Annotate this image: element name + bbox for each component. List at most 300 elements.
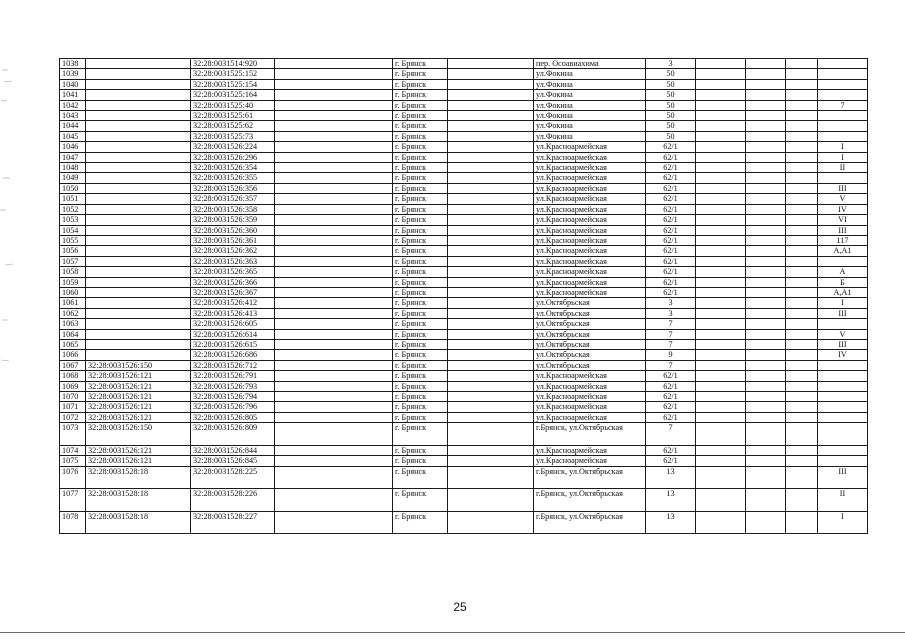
table-row bbox=[60, 466, 868, 489]
cell-premises: I bbox=[818, 142, 868, 152]
cell-blank bbox=[275, 163, 393, 173]
cell-number: 1078 bbox=[60, 511, 86, 534]
cell-premises bbox=[818, 381, 868, 391]
cell-premises: III bbox=[818, 339, 868, 349]
cell-blank bbox=[448, 163, 534, 173]
cell-cadastral-number: 32:28:0031514:920 bbox=[191, 59, 275, 69]
cell-blank bbox=[275, 225, 393, 235]
cell-house: 3 bbox=[646, 298, 696, 308]
cell-number: 1075 bbox=[60, 456, 86, 466]
cell-city: г. Брянск bbox=[393, 287, 448, 297]
cell-street: ул.Красноармейская bbox=[534, 287, 646, 297]
cell-blank bbox=[696, 246, 746, 256]
cell-blank bbox=[696, 287, 746, 297]
cell-blank bbox=[696, 412, 746, 422]
cell-blank bbox=[275, 456, 393, 466]
cell-blank bbox=[786, 183, 818, 193]
cell-blank bbox=[696, 194, 746, 204]
cell-blank bbox=[275, 466, 393, 489]
cell-blank bbox=[786, 466, 818, 489]
cell-blank bbox=[275, 204, 393, 214]
cell-blank bbox=[275, 308, 393, 318]
cell-premises: III bbox=[818, 225, 868, 235]
table-row bbox=[60, 298, 868, 308]
cell-blank bbox=[786, 423, 818, 446]
cell-number: 1038 bbox=[60, 59, 86, 69]
cell-blank bbox=[448, 371, 534, 381]
cell-house: 7 bbox=[646, 423, 696, 446]
cell-premises: А,А1 bbox=[818, 246, 868, 256]
cell-city: г. Брянск bbox=[393, 256, 448, 266]
cell-street: ул.Красноармейская bbox=[534, 412, 646, 422]
cell-blank bbox=[448, 277, 534, 287]
cell-blank bbox=[275, 423, 393, 446]
cell-street: ул.Октябрьская bbox=[534, 329, 646, 339]
cell-blank bbox=[696, 163, 746, 173]
cell-house: 7 bbox=[646, 329, 696, 339]
cell-cadastral-number: 32:28:0031526:362 bbox=[191, 246, 275, 256]
cell-source-cadastral bbox=[86, 256, 191, 266]
cell-house: 3 bbox=[646, 308, 696, 318]
cell-street: г.Брянск, ул.Октябрьская bbox=[534, 466, 646, 489]
cell-blank bbox=[448, 121, 534, 131]
cell-blank bbox=[275, 152, 393, 162]
cell-cadastral-number: 32:28:0031525:154 bbox=[191, 79, 275, 89]
cell-house: 62/1 bbox=[646, 246, 696, 256]
cell-blank bbox=[746, 163, 786, 173]
cell-source-cadastral: 32:28:0031526:121 bbox=[86, 456, 191, 466]
cell-premises: I bbox=[818, 152, 868, 162]
cell-cadastral-number: 32:28:0031525:164 bbox=[191, 90, 275, 100]
cell-number: 1062 bbox=[60, 308, 86, 318]
cell-blank bbox=[448, 423, 534, 446]
cell-premises bbox=[818, 423, 868, 446]
cell-blank bbox=[448, 256, 534, 266]
cell-blank bbox=[275, 360, 393, 370]
cell-blank bbox=[746, 287, 786, 297]
table-row bbox=[60, 100, 868, 110]
cell-source-cadastral: 32:28:0031528:18 bbox=[86, 511, 191, 534]
cell-street: ул.Красноармейская bbox=[534, 163, 646, 173]
cell-house: 62/1 bbox=[646, 392, 696, 402]
cell-blank bbox=[746, 69, 786, 79]
cell-house: 62/1 bbox=[646, 183, 696, 193]
cell-source-cadastral bbox=[86, 277, 191, 287]
cell-blank bbox=[746, 511, 786, 534]
cell-number: 1076 bbox=[60, 466, 86, 489]
cell-city: г. Брянск bbox=[393, 225, 448, 235]
cell-street: ул.Октябрьская bbox=[534, 298, 646, 308]
cell-blank bbox=[275, 329, 393, 339]
table-row bbox=[60, 59, 868, 69]
cell-blank bbox=[275, 402, 393, 412]
cell-blank bbox=[275, 392, 393, 402]
cell-source-cadastral bbox=[86, 59, 191, 69]
cell-source-cadastral bbox=[86, 308, 191, 318]
cell-city: г. Брянск bbox=[393, 277, 448, 287]
cell-number: 1039 bbox=[60, 69, 86, 79]
cell-blank bbox=[275, 267, 393, 277]
cell-source-cadastral bbox=[86, 173, 191, 183]
cell-blank bbox=[275, 287, 393, 297]
cell-house: 50 bbox=[646, 131, 696, 141]
table-row bbox=[60, 511, 868, 534]
cell-city: г. Брянск bbox=[393, 445, 448, 455]
cell-blank bbox=[746, 339, 786, 349]
cell-blank bbox=[786, 100, 818, 110]
table-row bbox=[60, 308, 868, 318]
cell-source-cadastral bbox=[86, 131, 191, 141]
cell-house: 50 bbox=[646, 121, 696, 131]
cell-premises bbox=[818, 59, 868, 69]
cell-blank bbox=[448, 173, 534, 183]
cell-city: г. Брянск bbox=[393, 90, 448, 100]
cell-blank bbox=[696, 360, 746, 370]
cell-street: ул.Красноармейская bbox=[534, 215, 646, 225]
cell-cadastral-number: 32:28:0031526:615 bbox=[191, 339, 275, 349]
table-row bbox=[60, 256, 868, 266]
cell-blank bbox=[786, 360, 818, 370]
cell-house: 62/1 bbox=[646, 287, 696, 297]
cell-premises bbox=[818, 371, 868, 381]
cell-blank bbox=[786, 59, 818, 69]
cell-blank bbox=[275, 339, 393, 349]
cell-premises: II bbox=[818, 489, 868, 512]
cell-blank bbox=[746, 350, 786, 360]
cell-street: ул.Фокина bbox=[534, 111, 646, 121]
cell-number: 1048 bbox=[60, 163, 86, 173]
cell-source-cadastral bbox=[86, 350, 191, 360]
cell-source-cadastral bbox=[86, 225, 191, 235]
cell-blank bbox=[275, 511, 393, 534]
cell-street: ул.Красноармейская bbox=[534, 445, 646, 455]
cell-house: 62/1 bbox=[646, 225, 696, 235]
cell-blank bbox=[786, 90, 818, 100]
cell-blank bbox=[746, 402, 786, 412]
cell-blank bbox=[746, 423, 786, 446]
cell-blank bbox=[786, 163, 818, 173]
cell-cadastral-number: 32:28:0031528:225 bbox=[191, 466, 275, 489]
cell-blank bbox=[696, 445, 746, 455]
cell-number: 1077 bbox=[60, 489, 86, 512]
cell-number: 1073 bbox=[60, 423, 86, 446]
cell-blank bbox=[786, 339, 818, 349]
cell-number: 1055 bbox=[60, 235, 86, 245]
cell-blank bbox=[786, 402, 818, 412]
cell-source-cadastral bbox=[86, 121, 191, 131]
cell-house: 62/1 bbox=[646, 402, 696, 412]
cell-blank bbox=[746, 489, 786, 512]
cell-cadastral-number: 32:28:0031526:224 bbox=[191, 142, 275, 152]
cell-house: 13 bbox=[646, 489, 696, 512]
cell-number: 1054 bbox=[60, 225, 86, 235]
cell-blank bbox=[696, 277, 746, 287]
cell-blank bbox=[746, 329, 786, 339]
cell-city: г. Брянск bbox=[393, 246, 448, 256]
cell-blank bbox=[696, 392, 746, 402]
cell-city: г. Брянск bbox=[393, 308, 448, 318]
cell-number: 1060 bbox=[60, 287, 86, 297]
cell-city: г. Брянск bbox=[393, 329, 448, 339]
cell-premises bbox=[818, 456, 868, 466]
cell-source-cadastral bbox=[86, 163, 191, 173]
cell-blank bbox=[786, 131, 818, 141]
cell-blank bbox=[746, 111, 786, 121]
registry-table bbox=[59, 58, 868, 534]
cell-house: 50 bbox=[646, 100, 696, 110]
cell-blank bbox=[275, 412, 393, 422]
cell-blank bbox=[448, 267, 534, 277]
cell-source-cadastral: 32:28:0031526:121 bbox=[86, 412, 191, 422]
cell-city: г. Брянск bbox=[393, 371, 448, 381]
table-row bbox=[60, 319, 868, 329]
cell-city: г. Брянск bbox=[393, 59, 448, 69]
cell-blank bbox=[786, 445, 818, 455]
table-row bbox=[60, 489, 868, 512]
cell-cadastral-number: 32:28:0031525:62 bbox=[191, 121, 275, 131]
cell-blank bbox=[448, 445, 534, 455]
cell-blank bbox=[746, 59, 786, 69]
table-row bbox=[60, 142, 868, 152]
cell-blank bbox=[696, 466, 746, 489]
cell-house: 50 bbox=[646, 79, 696, 89]
cell-premises bbox=[818, 121, 868, 131]
cell-premises: VI bbox=[818, 215, 868, 225]
cell-blank bbox=[746, 319, 786, 329]
cell-cadastral-number: 32:28:0031526:365 bbox=[191, 267, 275, 277]
cell-number: 1053 bbox=[60, 215, 86, 225]
cell-blank bbox=[275, 194, 393, 204]
cell-cadastral-number: 32:28:0031528:226 bbox=[191, 489, 275, 512]
cell-blank bbox=[786, 371, 818, 381]
cell-number: 1069 bbox=[60, 381, 86, 391]
cell-source-cadastral: 32:28:0031526:121 bbox=[86, 392, 191, 402]
cell-source-cadastral: 32:28:0031526:121 bbox=[86, 445, 191, 455]
cell-blank bbox=[275, 277, 393, 287]
cell-house: 62/1 bbox=[646, 235, 696, 245]
cell-blank bbox=[746, 246, 786, 256]
cell-cadastral-number: 32:28:0031526:791 bbox=[191, 371, 275, 381]
cell-number: 1068 bbox=[60, 371, 86, 381]
cell-number: 1066 bbox=[60, 350, 86, 360]
cell-street: ул.Красноармейская bbox=[534, 235, 646, 245]
cell-blank bbox=[448, 360, 534, 370]
cell-blank bbox=[786, 319, 818, 329]
cell-blank bbox=[786, 456, 818, 466]
cell-blank bbox=[746, 381, 786, 391]
cell-house: 62/1 bbox=[646, 194, 696, 204]
cell-premises bbox=[818, 445, 868, 455]
table-row bbox=[60, 183, 868, 193]
cell-city: г. Брянск bbox=[393, 392, 448, 402]
cell-city: г. Брянск bbox=[393, 466, 448, 489]
cell-source-cadastral bbox=[86, 69, 191, 79]
cell-number: 1061 bbox=[60, 298, 86, 308]
cell-blank bbox=[448, 215, 534, 225]
cell-house: 62/1 bbox=[646, 412, 696, 422]
table-row bbox=[60, 350, 868, 360]
cell-source-cadastral: 32:28:0031526:121 bbox=[86, 381, 191, 391]
cell-blank bbox=[275, 59, 393, 69]
cell-blank bbox=[786, 152, 818, 162]
cell-blank bbox=[746, 466, 786, 489]
cell-city: г. Брянск bbox=[393, 412, 448, 422]
cell-street: ул.Красноармейская bbox=[534, 183, 646, 193]
cell-blank bbox=[696, 183, 746, 193]
cell-blank bbox=[746, 298, 786, 308]
cell-blank bbox=[275, 111, 393, 121]
cell-blank bbox=[746, 256, 786, 266]
cell-street: ул.Октябрьская bbox=[534, 350, 646, 360]
cell-cadastral-number: 32:28:0031526:358 bbox=[191, 204, 275, 214]
cell-source-cadastral bbox=[86, 111, 191, 121]
cell-source-cadastral bbox=[86, 142, 191, 152]
cell-blank bbox=[746, 277, 786, 287]
cell-blank bbox=[448, 456, 534, 466]
cell-blank bbox=[786, 287, 818, 297]
cell-blank bbox=[746, 225, 786, 235]
cell-city: г. Брянск bbox=[393, 131, 448, 141]
cell-blank bbox=[448, 183, 534, 193]
cell-street: ул.Фокина bbox=[534, 121, 646, 131]
cell-premises bbox=[818, 173, 868, 183]
cell-blank bbox=[696, 371, 746, 381]
cell-city: г. Брянск bbox=[393, 456, 448, 466]
table-row bbox=[60, 121, 868, 131]
cell-blank bbox=[275, 173, 393, 183]
cell-premises bbox=[818, 111, 868, 121]
cell-blank bbox=[696, 152, 746, 162]
table-row bbox=[60, 339, 868, 349]
cell-source-cadastral bbox=[86, 215, 191, 225]
cell-blank bbox=[696, 100, 746, 110]
cell-blank bbox=[448, 329, 534, 339]
cell-blank bbox=[786, 381, 818, 391]
cell-blank bbox=[448, 90, 534, 100]
cell-blank bbox=[448, 69, 534, 79]
cell-blank bbox=[275, 121, 393, 131]
cell-city: г. Брянск bbox=[393, 100, 448, 110]
cell-cadastral-number: 32:28:0031525:73 bbox=[191, 131, 275, 141]
cell-cadastral-number: 32:28:0031526:809 bbox=[191, 423, 275, 446]
cell-blank bbox=[448, 350, 534, 360]
cell-city: г. Брянск bbox=[393, 173, 448, 183]
cell-blank bbox=[746, 100, 786, 110]
cell-street: ул.Красноармейская bbox=[534, 246, 646, 256]
cell-city: г. Брянск bbox=[393, 121, 448, 131]
cell-cadastral-number: 32:28:0031526:805 bbox=[191, 412, 275, 422]
cell-number: 1051 bbox=[60, 194, 86, 204]
cell-street: пер. Осоавиахима bbox=[534, 59, 646, 69]
cell-cadastral-number: 32:28:0031525:152 bbox=[191, 69, 275, 79]
cell-blank bbox=[696, 173, 746, 183]
cell-blank bbox=[746, 90, 786, 100]
table-row bbox=[60, 204, 868, 214]
table-row bbox=[60, 456, 868, 466]
cell-street: ул.Красноармейская bbox=[534, 204, 646, 214]
cell-premises bbox=[818, 360, 868, 370]
cell-street: ул.Октябрьская bbox=[534, 308, 646, 318]
cell-street: г.Брянск, ул.Октябрьская bbox=[534, 511, 646, 534]
cell-cadastral-number: 32:28:0031526:360 bbox=[191, 225, 275, 235]
cell-premises bbox=[818, 319, 868, 329]
cell-house: 13 bbox=[646, 511, 696, 534]
cell-cadastral-number: 32:28:0031526:357 bbox=[191, 194, 275, 204]
cell-street: ул.Красноармейская bbox=[534, 381, 646, 391]
cell-blank bbox=[696, 79, 746, 89]
cell-blank bbox=[696, 339, 746, 349]
cell-blank bbox=[746, 235, 786, 245]
cell-blank bbox=[786, 225, 818, 235]
cell-blank bbox=[448, 111, 534, 121]
cell-city: г. Брянск bbox=[393, 194, 448, 204]
cell-blank bbox=[746, 445, 786, 455]
cell-city: г. Брянск bbox=[393, 298, 448, 308]
cell-blank bbox=[275, 319, 393, 329]
cell-street: ул.Красноармейская bbox=[534, 371, 646, 381]
cell-cadastral-number: 32:28:0031526:793 bbox=[191, 381, 275, 391]
cell-city: г. Брянск bbox=[393, 489, 448, 512]
cell-blank bbox=[786, 392, 818, 402]
cell-cadastral-number: 32:28:0031526:366 bbox=[191, 277, 275, 287]
cell-cadastral-number: 32:28:0031526:361 bbox=[191, 235, 275, 245]
cell-city: г. Брянск bbox=[393, 350, 448, 360]
cell-source-cadastral bbox=[86, 100, 191, 110]
cell-number: 1059 bbox=[60, 277, 86, 287]
cell-blank bbox=[696, 90, 746, 100]
cell-cadastral-number: 32:28:0031526:796 bbox=[191, 402, 275, 412]
cell-blank bbox=[786, 329, 818, 339]
cell-premises bbox=[818, 412, 868, 422]
table-row bbox=[60, 90, 868, 100]
cell-blank bbox=[448, 59, 534, 69]
cell-source-cadastral bbox=[86, 90, 191, 100]
cell-number: 1047 bbox=[60, 152, 86, 162]
cell-blank bbox=[786, 204, 818, 214]
cell-house: 62/1 bbox=[646, 371, 696, 381]
cell-premises bbox=[818, 392, 868, 402]
cell-number: 1046 bbox=[60, 142, 86, 152]
cell-blank bbox=[275, 246, 393, 256]
table-row bbox=[60, 423, 868, 446]
cell-blank bbox=[448, 392, 534, 402]
cell-city: г. Брянск bbox=[393, 79, 448, 89]
cell-blank bbox=[696, 142, 746, 152]
cell-source-cadastral: 32:28:0031526:121 bbox=[86, 371, 191, 381]
table-row bbox=[60, 445, 868, 455]
cell-city: г. Брянск bbox=[393, 511, 448, 534]
cell-blank bbox=[786, 194, 818, 204]
cell-blank bbox=[786, 256, 818, 266]
cell-street: ул.Красноармейская bbox=[534, 173, 646, 183]
cell-street: ул.Красноармейская bbox=[534, 402, 646, 412]
cell-city: г. Брянск bbox=[393, 267, 448, 277]
cell-blank bbox=[448, 339, 534, 349]
cell-blank bbox=[786, 511, 818, 534]
cell-source-cadastral bbox=[86, 339, 191, 349]
table-row bbox=[60, 412, 868, 422]
cell-source-cadastral: 32:28:0031526:150 bbox=[86, 423, 191, 446]
cell-premises: II bbox=[818, 163, 868, 173]
cell-number: 1044 bbox=[60, 121, 86, 131]
cell-city: г. Брянск bbox=[393, 360, 448, 370]
scan-edge-noise bbox=[0, 60, 16, 400]
cell-house: 62/1 bbox=[646, 256, 696, 266]
cell-blank bbox=[786, 350, 818, 360]
cell-number: 1049 bbox=[60, 173, 86, 183]
cell-blank bbox=[786, 79, 818, 89]
cell-source-cadastral: 32:28:0031528:18 bbox=[86, 466, 191, 489]
